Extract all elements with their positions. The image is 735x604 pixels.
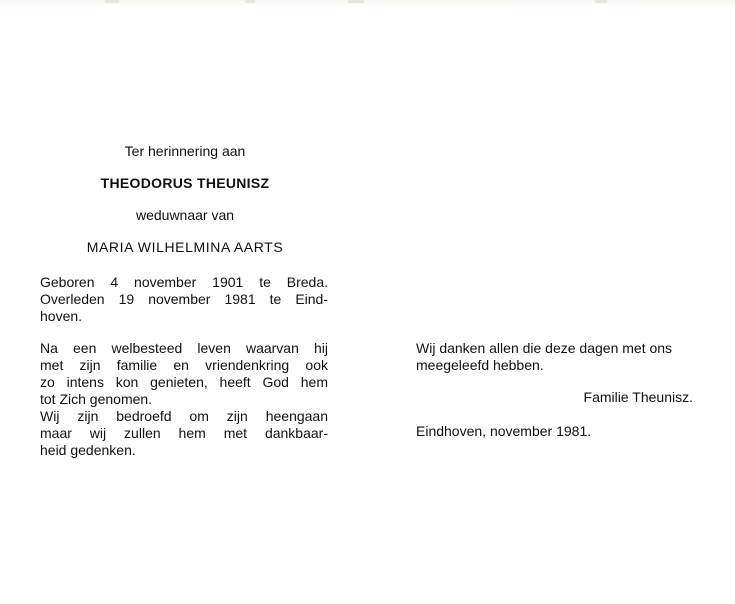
tribute-line: heid gedenken. — [40, 442, 136, 458]
thanks-line: Wij danken allen die deze dagen met ons — [416, 340, 673, 356]
in-memory-text: Ter herinnering aan — [124, 143, 246, 159]
tribute-line: Na een welbesteed leven waarvan hij — [40, 340, 328, 356]
dates-line: Geboren 4 november 1901 te Breda. — [40, 274, 328, 290]
dates-paragraph — [40, 274, 328, 325]
edge-mark — [245, 0, 255, 3]
edge-mark — [348, 0, 364, 3]
place-date: Eindhoven, november 1981. — [416, 423, 592, 439]
tribute-paragraph — [40, 340, 328, 459]
thanks-line: meegeleefd hebben. — [416, 357, 544, 373]
edge-mark — [595, 0, 607, 3]
tribute-line: maar wij zullen hem met dankbaar- — [40, 425, 328, 441]
widower-of-text: weduwnaar van — [135, 207, 235, 223]
tribute-line: tot Zich genomen. — [40, 391, 153, 407]
family-signature: Familie Theunisz. — [583, 389, 693, 405]
dates-line: hoven. — [40, 308, 83, 324]
edge-mark — [105, 0, 119, 3]
tribute-line: met zijn familie en vriendenkring ook — [40, 357, 328, 373]
tribute-line: zo intens kon genieten, heeft God hem — [40, 374, 328, 390]
tribute-line: Wij zijn bedroefd om zijn heengaan — [40, 408, 328, 424]
dates-line: Overleden 19 november 1981 te Eind- — [40, 291, 328, 307]
spouse-name: MARIA WILHELMINA AARTS — [86, 239, 284, 255]
deceased-name: THEODORUS THEUNISZ — [100, 175, 270, 191]
thanks-paragraph — [416, 340, 696, 374]
